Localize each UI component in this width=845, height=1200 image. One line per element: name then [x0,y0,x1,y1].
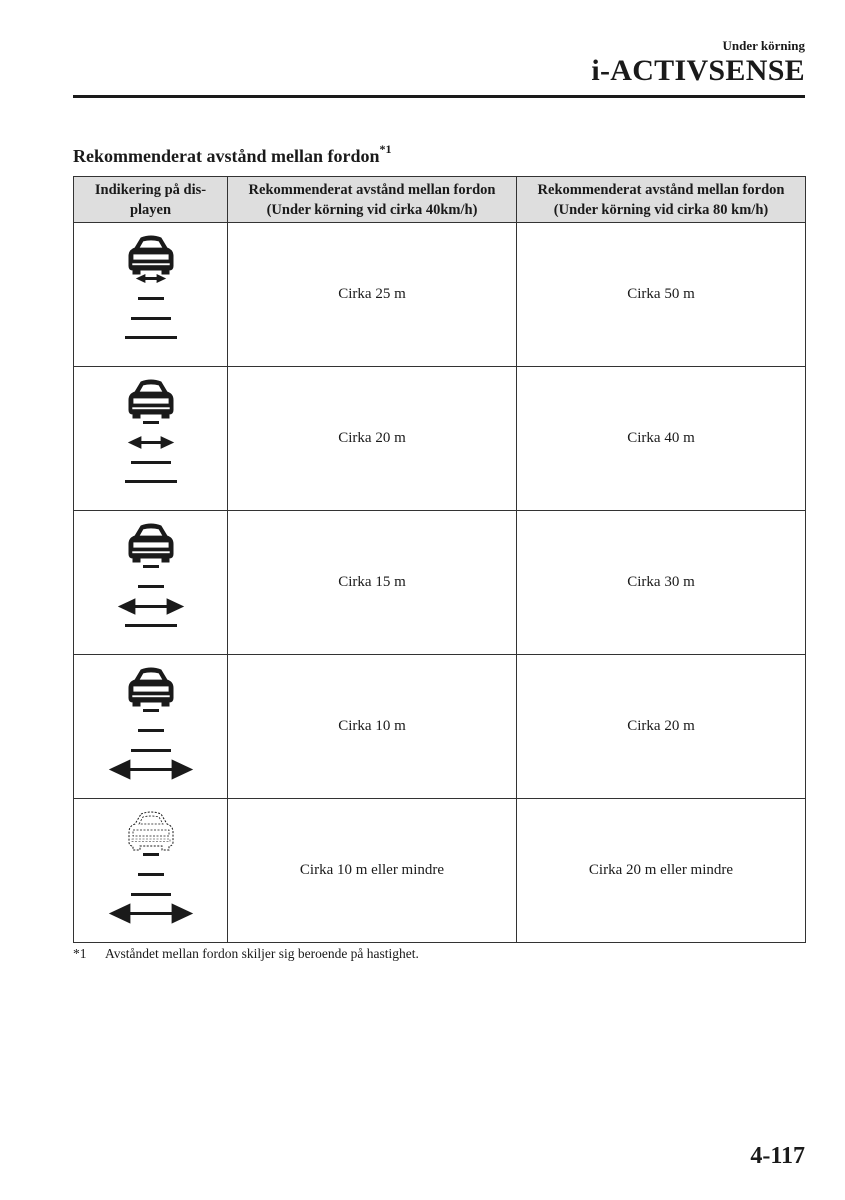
distance-arrow [108,903,130,923]
table-row [74,367,806,511]
distance-bar [131,893,171,896]
distance-bar [125,336,177,339]
distance-arrow [127,436,141,449]
distance-bar [125,912,177,915]
distance-bar [143,709,159,712]
distance-bar [125,480,177,483]
following-distance-icon [96,520,206,645]
distance-80kmh-cell: Cirka 40 m [517,367,806,511]
distance-bar [131,605,171,608]
footnote-mark: *1 [73,946,87,961]
following-distance-icon [96,376,206,501]
distance-bar [131,317,171,320]
distance-arrow [135,274,145,283]
header-rule [73,95,805,98]
section-title: i-ACTIVSENSE [591,54,805,87]
car-icon [129,524,173,562]
distance-40kmh-cell: Cirka 10 m eller mindre [228,799,517,943]
table-row [74,655,806,799]
distance-bar [125,768,177,771]
distance-bar [143,565,159,568]
display-indicator-cell [74,655,228,799]
distance-bar [131,749,171,752]
display-indicator-cell [74,223,228,367]
table-heading [73,144,392,167]
distance-arrow [166,598,184,615]
distance-arrow [108,759,130,779]
distance-bar [138,729,164,732]
display-indicator-cell [74,511,228,655]
car-icon [129,236,173,274]
column-header-display: Indikering på dis- playen [74,177,228,223]
distance-bar [125,624,177,627]
footnote-text: Avståndet mellan fordon skiljer sig beroende på hastighet. [105,946,419,961]
distance-arrow [171,759,193,779]
distance-bar [138,873,164,876]
table-header-row [74,177,806,223]
distance-40kmh-cell: Cirka 10 m [228,655,517,799]
car-icon [129,380,173,418]
chapter-label: Under körning [722,38,805,53]
table-row [74,799,806,943]
column-header-80kmh: Rekommenderat avstånd mellan fordon (Under körning vid cirka 80 km/h) [517,177,806,223]
distance-arrow [160,436,174,449]
column-header-40kmh: Rekommenderat avstånd mellan fordon (Under körning vid cirka 40km/h) [228,177,517,223]
following-distance-icon [96,232,206,357]
distance-80kmh-cell: Cirka 20 m eller mindre [517,799,806,943]
display-indicator-cell [74,799,228,943]
table-heading-text: Rekommenderat avstånd mellan fordon [73,146,380,166]
distance-arrow [156,274,166,283]
distance-bar [138,297,164,300]
distance-bar [131,461,171,464]
table-row [74,223,806,367]
distance-bar [143,853,159,856]
page-number: 4-117 [750,1143,805,1169]
distance-arrow [117,598,135,615]
following-distance-icon [96,808,206,933]
distance-80kmh-cell: Cirka 30 m [517,511,806,655]
distance-80kmh-cell: Cirka 20 m [517,655,806,799]
distance-bar [138,441,164,444]
distance-80kmh-cell: Cirka 50 m [517,223,806,367]
distance-arrow [171,903,193,923]
distance-bar [143,421,159,424]
car-icon [129,668,173,706]
display-indicator-cell [74,367,228,511]
car-icon [129,812,173,850]
distance-bar [138,585,164,588]
distance-40kmh-cell: Cirka 15 m [228,511,517,655]
distance-40kmh-cell: Cirka 25 m [228,223,517,367]
table-row [74,511,806,655]
distance-table [73,176,806,943]
footnote-ref: *1 [379,142,392,156]
following-distance-icon [96,664,206,789]
distance-40kmh-cell: Cirka 20 m [228,367,517,511]
footnote [73,946,419,962]
